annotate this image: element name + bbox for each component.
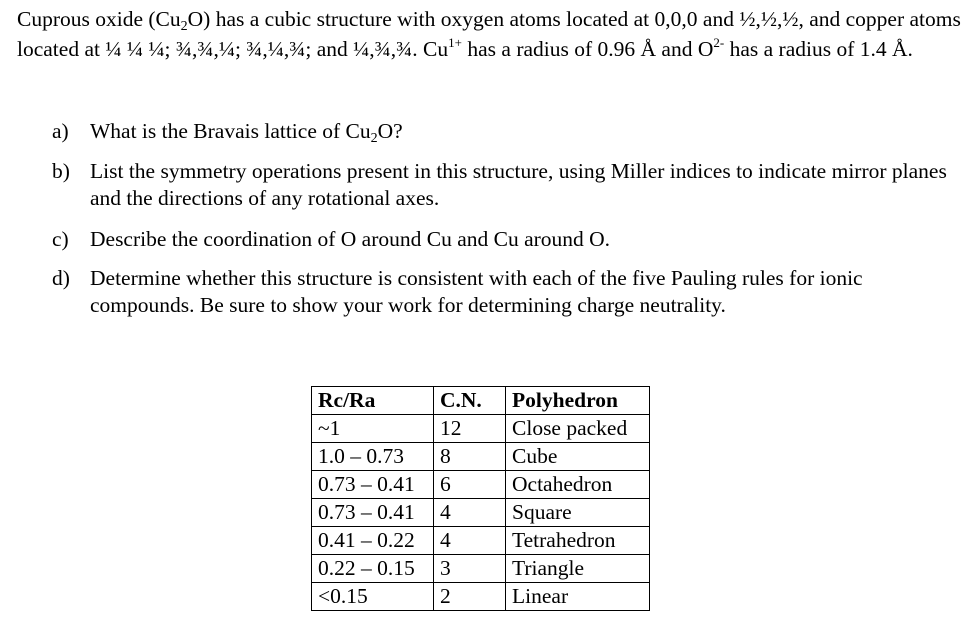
question-letter: c) bbox=[52, 227, 69, 251]
table-row bbox=[312, 499, 650, 527]
cell-cn: 4 bbox=[434, 499, 506, 527]
cell-cn: 12 bbox=[434, 415, 506, 443]
cell-ratio: 0.73 – 0.41 bbox=[312, 499, 434, 527]
cell-polyhedron: Tetrahedron bbox=[506, 527, 650, 555]
header-cn: C.N. bbox=[434, 387, 506, 415]
cell-ratio: 0.41 – 0.22 bbox=[312, 527, 434, 555]
header-polyhedron: Polyhedron bbox=[506, 387, 650, 415]
intro-text-4: has a radius of 1.4 Å. bbox=[724, 36, 913, 61]
cell-polyhedron: Linear bbox=[506, 583, 650, 611]
question-text: Describe the coordination of O around Cu and Cu around O. bbox=[90, 227, 611, 251]
cell-ratio: 0.22 – 0.15 bbox=[312, 555, 434, 583]
intro-text-3: has a radius of 0.96 Å and O bbox=[462, 36, 714, 61]
table-row bbox=[312, 555, 650, 583]
cell-cn: 3 bbox=[434, 555, 506, 583]
question-letter: d) bbox=[52, 266, 70, 290]
cell-polyhedron: Octahedron bbox=[506, 471, 650, 499]
table-header-row bbox=[312, 387, 650, 415]
table-row bbox=[312, 471, 650, 499]
cell-cn: 4 bbox=[434, 527, 506, 555]
intro-superscript-o: 2- bbox=[713, 34, 725, 50]
cell-ratio: 1.0 – 0.73 bbox=[312, 443, 434, 471]
cell-ratio: ~1 bbox=[312, 415, 434, 443]
cell-ratio: 0.73 – 0.41 bbox=[312, 471, 434, 499]
question-letter: b) bbox=[52, 159, 70, 183]
table-row bbox=[312, 443, 650, 471]
problem-statement bbox=[17, 5, 962, 64]
intro-text-2: O) has a cubic structure with oxygen atoms located at 0,0,0 and ½,½,½, and copper atoms located at ¼ ¼ ¼; ¾,¾,¼; ¾,¼,¾; and ¼,¾,¾. Cu bbox=[17, 7, 961, 61]
table-row bbox=[312, 583, 650, 611]
header-rc-ra: Rc/Ra bbox=[312, 387, 434, 415]
intro-subscript: 2 bbox=[180, 19, 188, 34]
cell-cn: 6 bbox=[434, 471, 506, 499]
intro-text-1: Cuprous oxide (Cu bbox=[17, 7, 181, 31]
cell-polyhedron: Close packed bbox=[506, 415, 650, 443]
question-letter: a) bbox=[52, 119, 69, 143]
table-row bbox=[312, 415, 650, 443]
question-text: List the symmetry operations present in this structure, using Miller indices to indicate mirror planes and the directions of any rotational axes. bbox=[90, 159, 947, 210]
table-row bbox=[312, 527, 650, 555]
question-text: Determine whether this structure is consistent with each of the five Pauling rules for ionic compounds. Be sure to show your work for determining charge neutrality. bbox=[90, 266, 863, 317]
cell-cn: 8 bbox=[434, 443, 506, 471]
cell-polyhedron: Triangle bbox=[506, 555, 650, 583]
cell-polyhedron: Square bbox=[506, 499, 650, 527]
question-text: What is the Bravais lattice of $Cu_2O$? bbox=[90, 119, 403, 146]
radius-ratio-table bbox=[311, 386, 650, 611]
intro-superscript-cu: 1+ bbox=[448, 34, 462, 50]
cell-cn: 2 bbox=[434, 583, 506, 611]
cell-polyhedron: Cube bbox=[506, 443, 650, 471]
cell-ratio: <0.15 bbox=[312, 583, 434, 611]
